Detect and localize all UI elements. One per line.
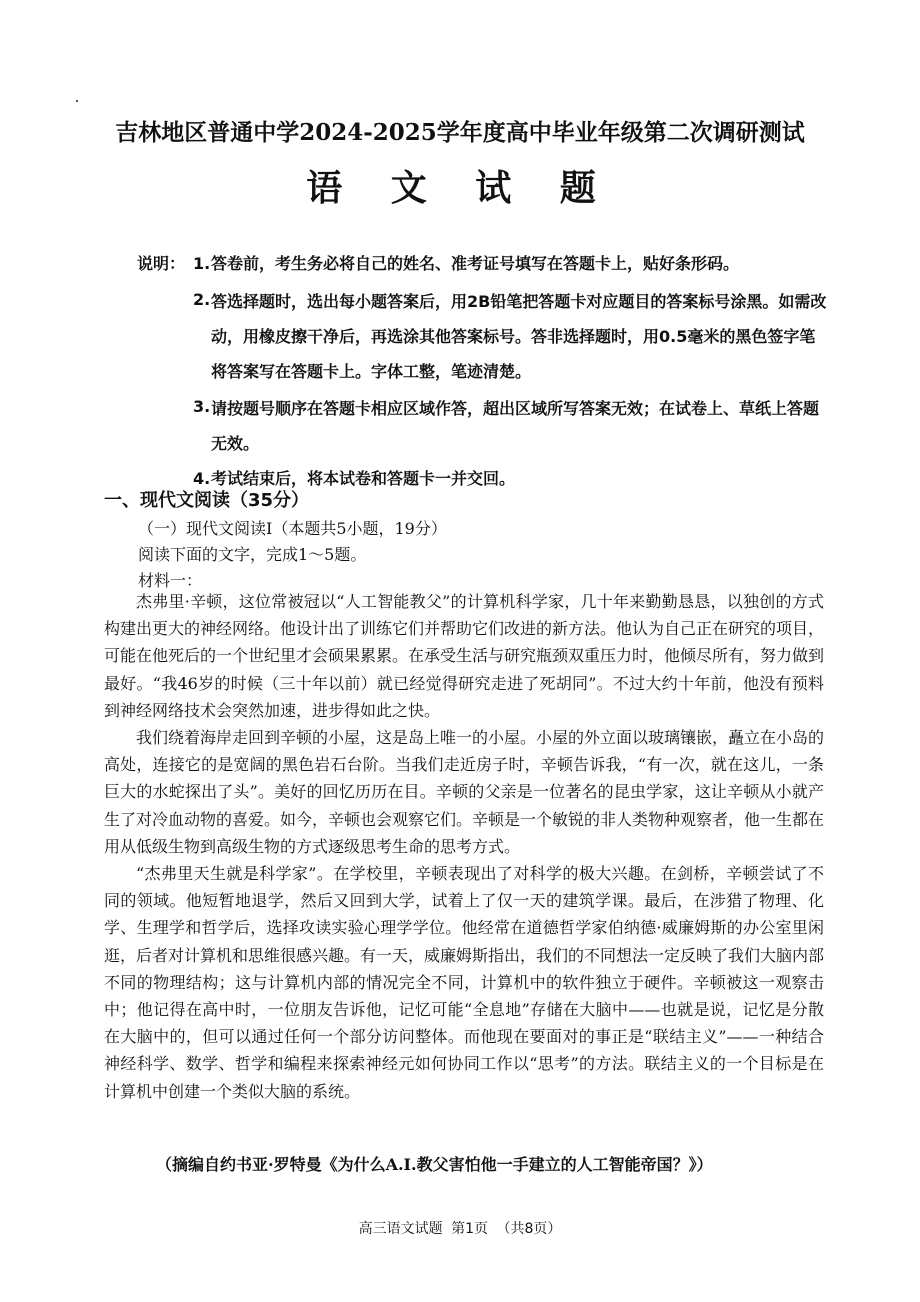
instruction-text: 答选择题时，选出每小题答案后，用2B铅笔把答题卡对应题目的答案标号涂黑。如需改动，用橡皮擦干净后，再选涂其他答案标号。答非选择题时，用0.5毫米的黑色签字笔将答案写在答题卡上。字体工整，笔迹清楚。 xyxy=(211,292,827,381)
instruction-item xyxy=(137,284,827,389)
reading-passage xyxy=(104,588,824,1105)
instruction-text: 答卷前，考生务必将自己的姓名、准考证号填写在答题卡上，贴好条形码。 xyxy=(211,254,740,273)
passage-paragraph: 我们绕着海岸走回到辛顿的小屋，这是岛上唯一的小屋。小屋的外立面以玻璃镶嵌，矗立在小岛的高处，连接它的是宽阔的黑色岩石台阶。当我们走近房子时，辛顿告诉我，“有一次，就在这儿，一条巨大的水蛇探出了头”。美好的回忆历历在目。辛顿的父亲是一位著名的昆虫学家，这让辛顿从小就产生了对冷血动物的喜爱。如今，辛顿也会观察它们。辛顿是一个敏锐的非人类物种观察者，他一生都在用从低级生物到高级生物的方式逐级思考生命的思考方式。 xyxy=(104,728,825,856)
instruction-number: 3. xyxy=(193,397,211,416)
scan-speck xyxy=(76,100,78,102)
subject-title: 语 文 试 题 xyxy=(306,167,614,209)
exam-header: 吉林地区普通中学2024-2025学年度高中毕业年级第二次调研测试 xyxy=(115,119,805,146)
passage-paragraph: 杰弗里·辛顿，这位常被冠以“人工智能教父”的计算机科学家，几十年来勤勤恳恳，以独创的方式构建出更大的神经网络。他设计出了训练它们并帮助它们改进的新方法。他认为自己正在研究的项目，可能在他死后的一个世纪里才会硕果累累。在承受生活与研究瓶颈双重压力时，他倾尽所有，努力做到最好。“我46岁的时候（三十年以前）就已经觉得研究走进了死胡同”。不过大约十年前，他没有预料到神经网络技术会突然加速，进步得如此之快。 xyxy=(104,592,825,720)
footer-exam-name: 高三语文试题 xyxy=(358,1221,443,1237)
passage-paragraph: “杰弗里天生就是科学家”。在学校里，辛顿表现出了对科学的极大兴趣。在剑桥，辛顿尝试了不同的领域。他短暂地退学，然后又回到大学，试着上了仅一天的建筑学课。最后，在涉猎了物理、化学、生理学和哲学后，选择攻读实验心理学学位。他经常在道德哲学家伯纳德·威廉姆斯的办公室里闲逛，后者对计算机和思维很感兴趣。有一天，威廉姆斯指出，我们的不同想法一定反映了我们大脑内部不同的物理结构；这与计算机内部的情况完全不同，计算机中的软件独立于硬件。辛顿被这一观察击中；他记得在高中时，一位朋友告诉他，记忆可能“全息地”存储在大脑中——也就是说，记忆是分散在大脑中的，但可以通过任何一个部分访问整体。而他现在要面对的事正是“联结主义”——一种结合神经科学、数学、哲学和编程来探索神经元如何协同工作以“思考”的方法。联结主义的一个目标是在计算机中创建一个类似大脑的系统。 xyxy=(104,864,825,1101)
task-instruction: 阅读下面的文字，完成1～5题。 xyxy=(138,545,367,564)
source-citation: （摘编自约书亚·罗特曼《为什么A.I.教父害怕他一手建立的人工智能帝国？》） xyxy=(156,1155,713,1174)
section-subtitle: （一）现代文阅读Ⅰ（本题共5小题，19分） xyxy=(138,519,447,538)
instruction-text: 考试结束后，将本试卷和答题卡一并交回。 xyxy=(211,469,516,488)
page-footer xyxy=(0,1218,920,1238)
material-label: 材料一： xyxy=(138,571,203,590)
instruction-item xyxy=(137,391,827,461)
footer-total-pages: （共8页） xyxy=(496,1221,562,1237)
instructions xyxy=(137,248,827,495)
instruction-number: 2. xyxy=(193,290,211,309)
instruction-number: 4. xyxy=(193,469,211,488)
instruction-item xyxy=(137,248,827,280)
section-title: 一、现代文阅读（35分） xyxy=(104,490,310,511)
instructions-label: 说明： xyxy=(137,254,186,273)
instruction-number: 1. xyxy=(193,254,211,273)
instruction-text: 请按题号顺序在答题卡相应区域作答，超出区域所写答案无效；在试卷上、草纸上答题无效。 xyxy=(211,399,820,453)
footer-page-number: 第1页 xyxy=(451,1221,488,1237)
